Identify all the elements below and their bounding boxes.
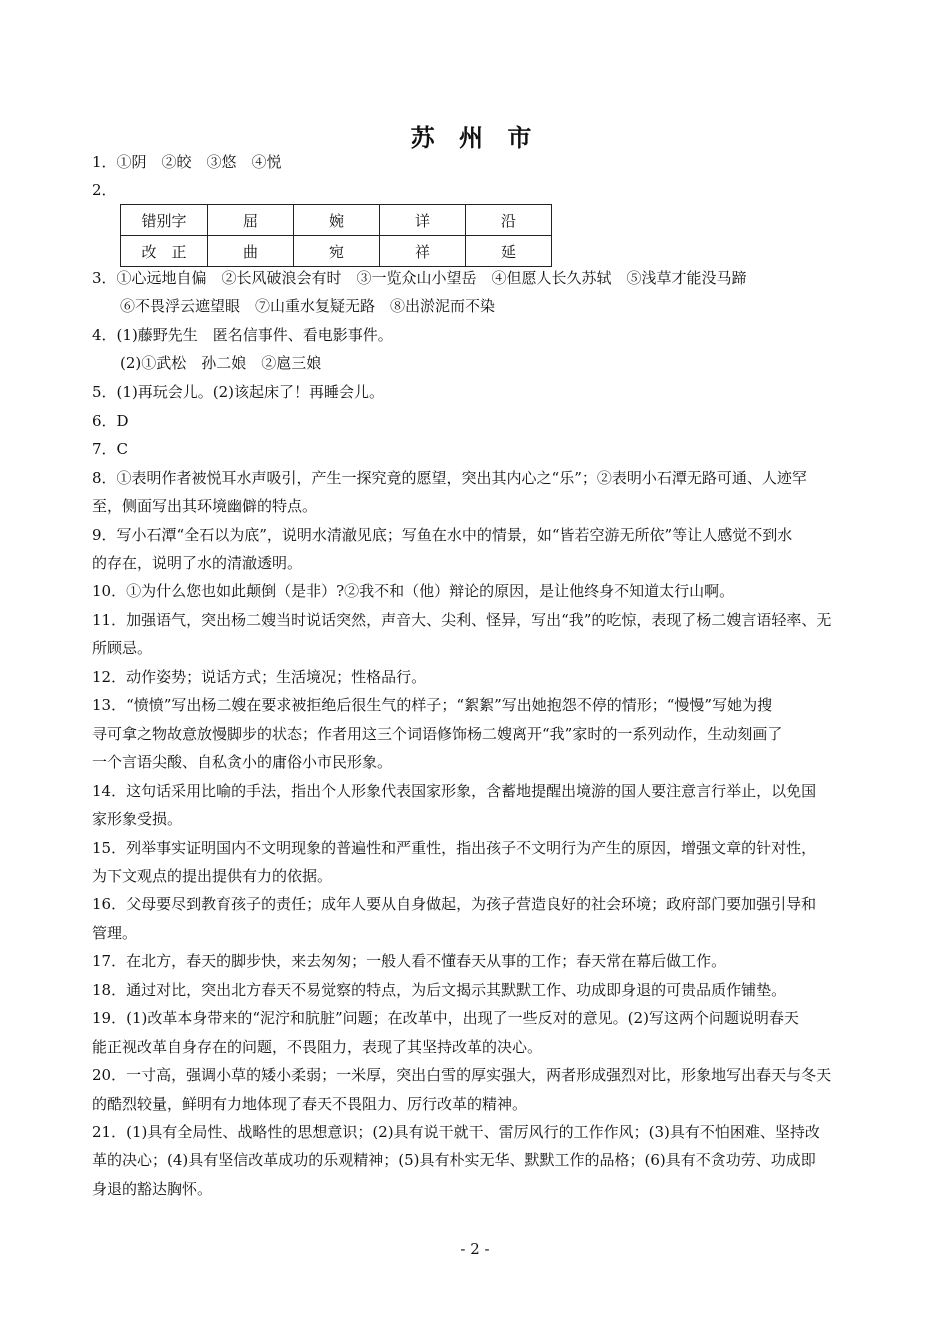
answer-line: 7．C [92, 440, 129, 458]
answer-line: 20．一寸高，强调小草的矮小柔弱；一米厚，突出白雪的厚实强大，两者形成强烈对比，形象地写出春天与冬天 [92, 1066, 832, 1084]
answer-line: 身退的豁达胸怀。 [92, 1180, 213, 1198]
table-row [121, 205, 552, 236]
table-cell: 详 [380, 205, 466, 236]
table-cell: 婉 [294, 205, 380, 236]
answer-line: 21．(1)具有全局性、战略性的思想意识；(2)具有说干就干、雷厉风行的工作作风；(3)具有不怕困难、坚持改 [92, 1123, 820, 1141]
answer-line: 9．写小石潭“全石以为底”，说明水清澈见底；写鱼在水中的情景，如“皆若空游无所依”等让人感觉不到水 [92, 526, 793, 544]
answer-line: ⑥不畏浮云遮望眼 ⑦山重水复疑无路 ⑧出淤泥而不染 [120, 297, 496, 315]
table-cell: 祥 [380, 236, 466, 267]
table-cell: 曲 [208, 236, 294, 267]
answer-line: 8．①表明作者被悦耳水声吸引，产生一探究竟的愿望，突出其内心之“乐”；②表明小石潭无路可通、人迹罕 [92, 469, 807, 487]
table-cell: 错别字 [121, 205, 208, 236]
table-cell: 延 [466, 236, 552, 267]
answer-line: 2． [92, 181, 117, 199]
answer-line: 13．“愤愤”写出杨二嫂在要求被拒绝后很生气的样子；“絮絮”写出她抱怨不停的情形；“慢慢”写她为搜 [92, 696, 773, 714]
answer-line: 16．父母要尽到教育孩子的责任；成年人要从自身做起，为孩子营造良好的社会环境；政府部门要加强引导和 [92, 895, 817, 913]
answer-line: 一个言语尖酸、自私贪小的庸俗小市民形象。 [92, 753, 393, 771]
answer-line: 19．(1)改革本身带来的“泥泞和肮脏”问题；在改革中，出现了一些反对的意见。(2)写这两个问题说明春天 [92, 1009, 799, 1027]
table-cell: 沿 [466, 205, 552, 236]
answer-line: 所顾忌。 [92, 639, 153, 657]
answer-line: (2)①武松 孙二娘 ②扈三娘 [120, 354, 322, 372]
answer-line: 能正视改革自身存在的问题，不畏阻力，表现了其坚持改革的决心。 [92, 1038, 543, 1056]
answer-line: 至，侧面写出其环境幽僻的特点。 [92, 497, 318, 515]
answer-line: 1．①阴 ②皎 ③悠 ④悦 [92, 153, 282, 171]
correction-table [120, 204, 552, 267]
table-row [121, 236, 552, 267]
answer-line: 家形象受损。 [92, 810, 183, 828]
answer-line: 14．这句话采用比喻的手法，指出个人形象代表国家形象，含蓄地提醒出境游的国人要注意言行举止，以免国 [92, 782, 817, 800]
page-title: 苏 州 市 [410, 123, 540, 152]
answer-line: 11．加强语气，突出杨二嫂当时说话突然，声音大、尖利、怪异，写出“我”的吃惊，表现了杨二嫂言语轻率、无 [92, 611, 832, 629]
answer-line: 12．动作姿势；说话方式；生活境况；性格品行。 [92, 668, 427, 686]
answer-line: 17．在北方，春天的脚步快，来去匆匆；一般人看不懂春天从事的工作；春天常在幕后做工作。 [92, 952, 727, 970]
table-cell: 改 正 [121, 236, 208, 267]
answer-line: 3．①心远地自偏 ②长风破浪会有时 ③一览众山小望岳 ④但愿人长久苏轼 ⑤浅草才能没马蹄 [92, 269, 747, 287]
answer-line: 为下文观点的提出提供有力的依据。 [92, 867, 333, 885]
answer-line: 15．列举事实证明国内不文明现象的普遍性和严重性，指出孩子不文明行为产生的原因，增强文章的针对性， [92, 839, 817, 857]
answer-line: 10．①为什么您也如此颠倒（是非）?②我不和（他）辩论的原因，是让他终身不知道太行山啊。 [92, 582, 735, 600]
answer-line: 5．(1)再玩会儿。(2)该起床了！再睡会儿。 [92, 383, 385, 401]
answer-line: 的酷烈较量，鲜明有力地体现了春天不畏阻力、厉行改革的精神。 [92, 1095, 528, 1113]
answer-line: 管理。 [92, 924, 138, 942]
table-cell: 宛 [294, 236, 380, 267]
table-cell: 屈 [208, 205, 294, 236]
answer-line: 的存在，说明了水的清澈透明。 [92, 554, 303, 572]
answer-line: 寻可拿之物故意放慢脚步的状态；作者用这三个词语修饰杨二嫂离开“我”家时的一系列动作，生动刻画了 [92, 725, 783, 743]
answer-line: 革的决心；(4)具有坚信改革成功的乐观精神；(5)具有朴实无华、默默工作的品格；(6)具有不贪功劳、功成即 [92, 1151, 816, 1169]
answer-line: 4．(1)藤野先生 匿名信事件、看电影事件。 [92, 326, 393, 344]
answer-line: 6．D [92, 412, 129, 430]
page-number: - 2 - [460, 1240, 490, 1258]
answer-line: 18．通过对比，突出北方春天不易觉察的特点，为后文揭示其默默工作、功成即身退的可贵品质作铺垫。 [92, 981, 787, 999]
